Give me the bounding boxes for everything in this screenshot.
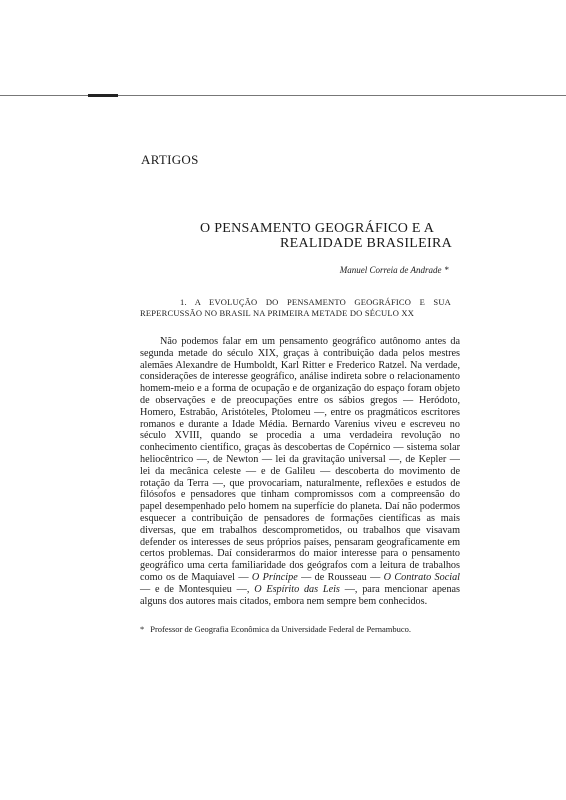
top-rule-mark: [88, 94, 118, 97]
author-name: Manuel Correia de Andrade: [339, 265, 442, 275]
section-heading: [140, 297, 451, 319]
work-title-espirito-das-leis: O Espírito das Leis: [254, 583, 340, 595]
heading-text: A EVOLUÇÃO DO PENSAMENTO GEOGRÁFICO E SUA REPERCUSSÃO NO BRASIL NA PRIMEIRA METADE DO SÉCULO XX: [140, 297, 452, 318]
body-paragraph: [140, 336, 460, 607]
work-title-principe: O Príncipe: [251, 571, 298, 583]
paragraph-connector-2: — e de Montesquieu —,: [140, 583, 250, 595]
title-line-2: REALIDADE BRASILEIRA: [279, 236, 452, 251]
body-text: [140, 336, 460, 607]
top-rule: [0, 95, 566, 96]
author-footnote-marker: *: [444, 265, 449, 275]
title-line-1: O PENSAMENTO GEOGRÁFICO E A: [200, 221, 435, 236]
author-byline: [340, 265, 449, 275]
footnote: [140, 624, 460, 635]
section-label: ARTIGOS: [141, 152, 199, 167]
article-title: [200, 221, 452, 251]
work-title-contrato-social: O Contrato Social: [383, 571, 460, 583]
footnote-marker: *: [140, 624, 145, 634]
paragraph-connector-1: — de Rousseau —: [301, 571, 381, 583]
heading-number: 1.: [180, 297, 187, 307]
footnote-text: Professor de Geografia Econômica da Universidade Federal de Pernambuco.: [150, 624, 412, 634]
paragraph-main-text: Não podemos falar em um pensamento geográfico autônomo antes da segunda metade do século XIX, graças à contribuição dada pelos mestres alemães Alexandre de Humboldt, Karl Ritter e Frederico Ratzel. Na verdade, considerações de interesse geográfico, análise indireta sobre o relacionamento homem-meio e a forma de ocupação e de organização do espaço foram objeto de observações e de preocupações entre os sábios gregos — Heródoto, Homero, Estrabão, Aristóteles, Ptolomeu —, entre os pragmáticos escritores romanos e durante a Idade Média. Bernardo Varenius viveu e escreveu no século XVIII, quando se procedia a uma verdadeira revolução no conhecimento científico, graças às descobertas de Copérnico — sistema solar heliocêntrico —, de Newton — lei da gravitação universal —, de Kepler — lei da mecânica celeste — e de Galileu — descoberta do movimento de rotação da Terra —, que provocariam, naturalmente, reflexões e estudos de filósofos e pensadores que tinham compromissos com a compreensão do papel desempenhado pelo homem na superfície do planeta. Daí não podermos esquecer a contribuição de pensadores de formações científicas as mais diversas, que em trabalhos descomprometidos, ou trabalhos que visavam defender os interesses de seus próprios países, pensaram geograficamente em certos problemas. Daí considerarmos do maior interesse para o pensamento geográfico uma certa familiaridade dos geógrafos com a leitura de trabalhos como os de Maquiavel —: [140, 336, 460, 583]
paragraph-ending: —, para mencionar apenas alguns dos autores mais citados, embora nem sempre bem conhecidos.: [140, 583, 461, 607]
